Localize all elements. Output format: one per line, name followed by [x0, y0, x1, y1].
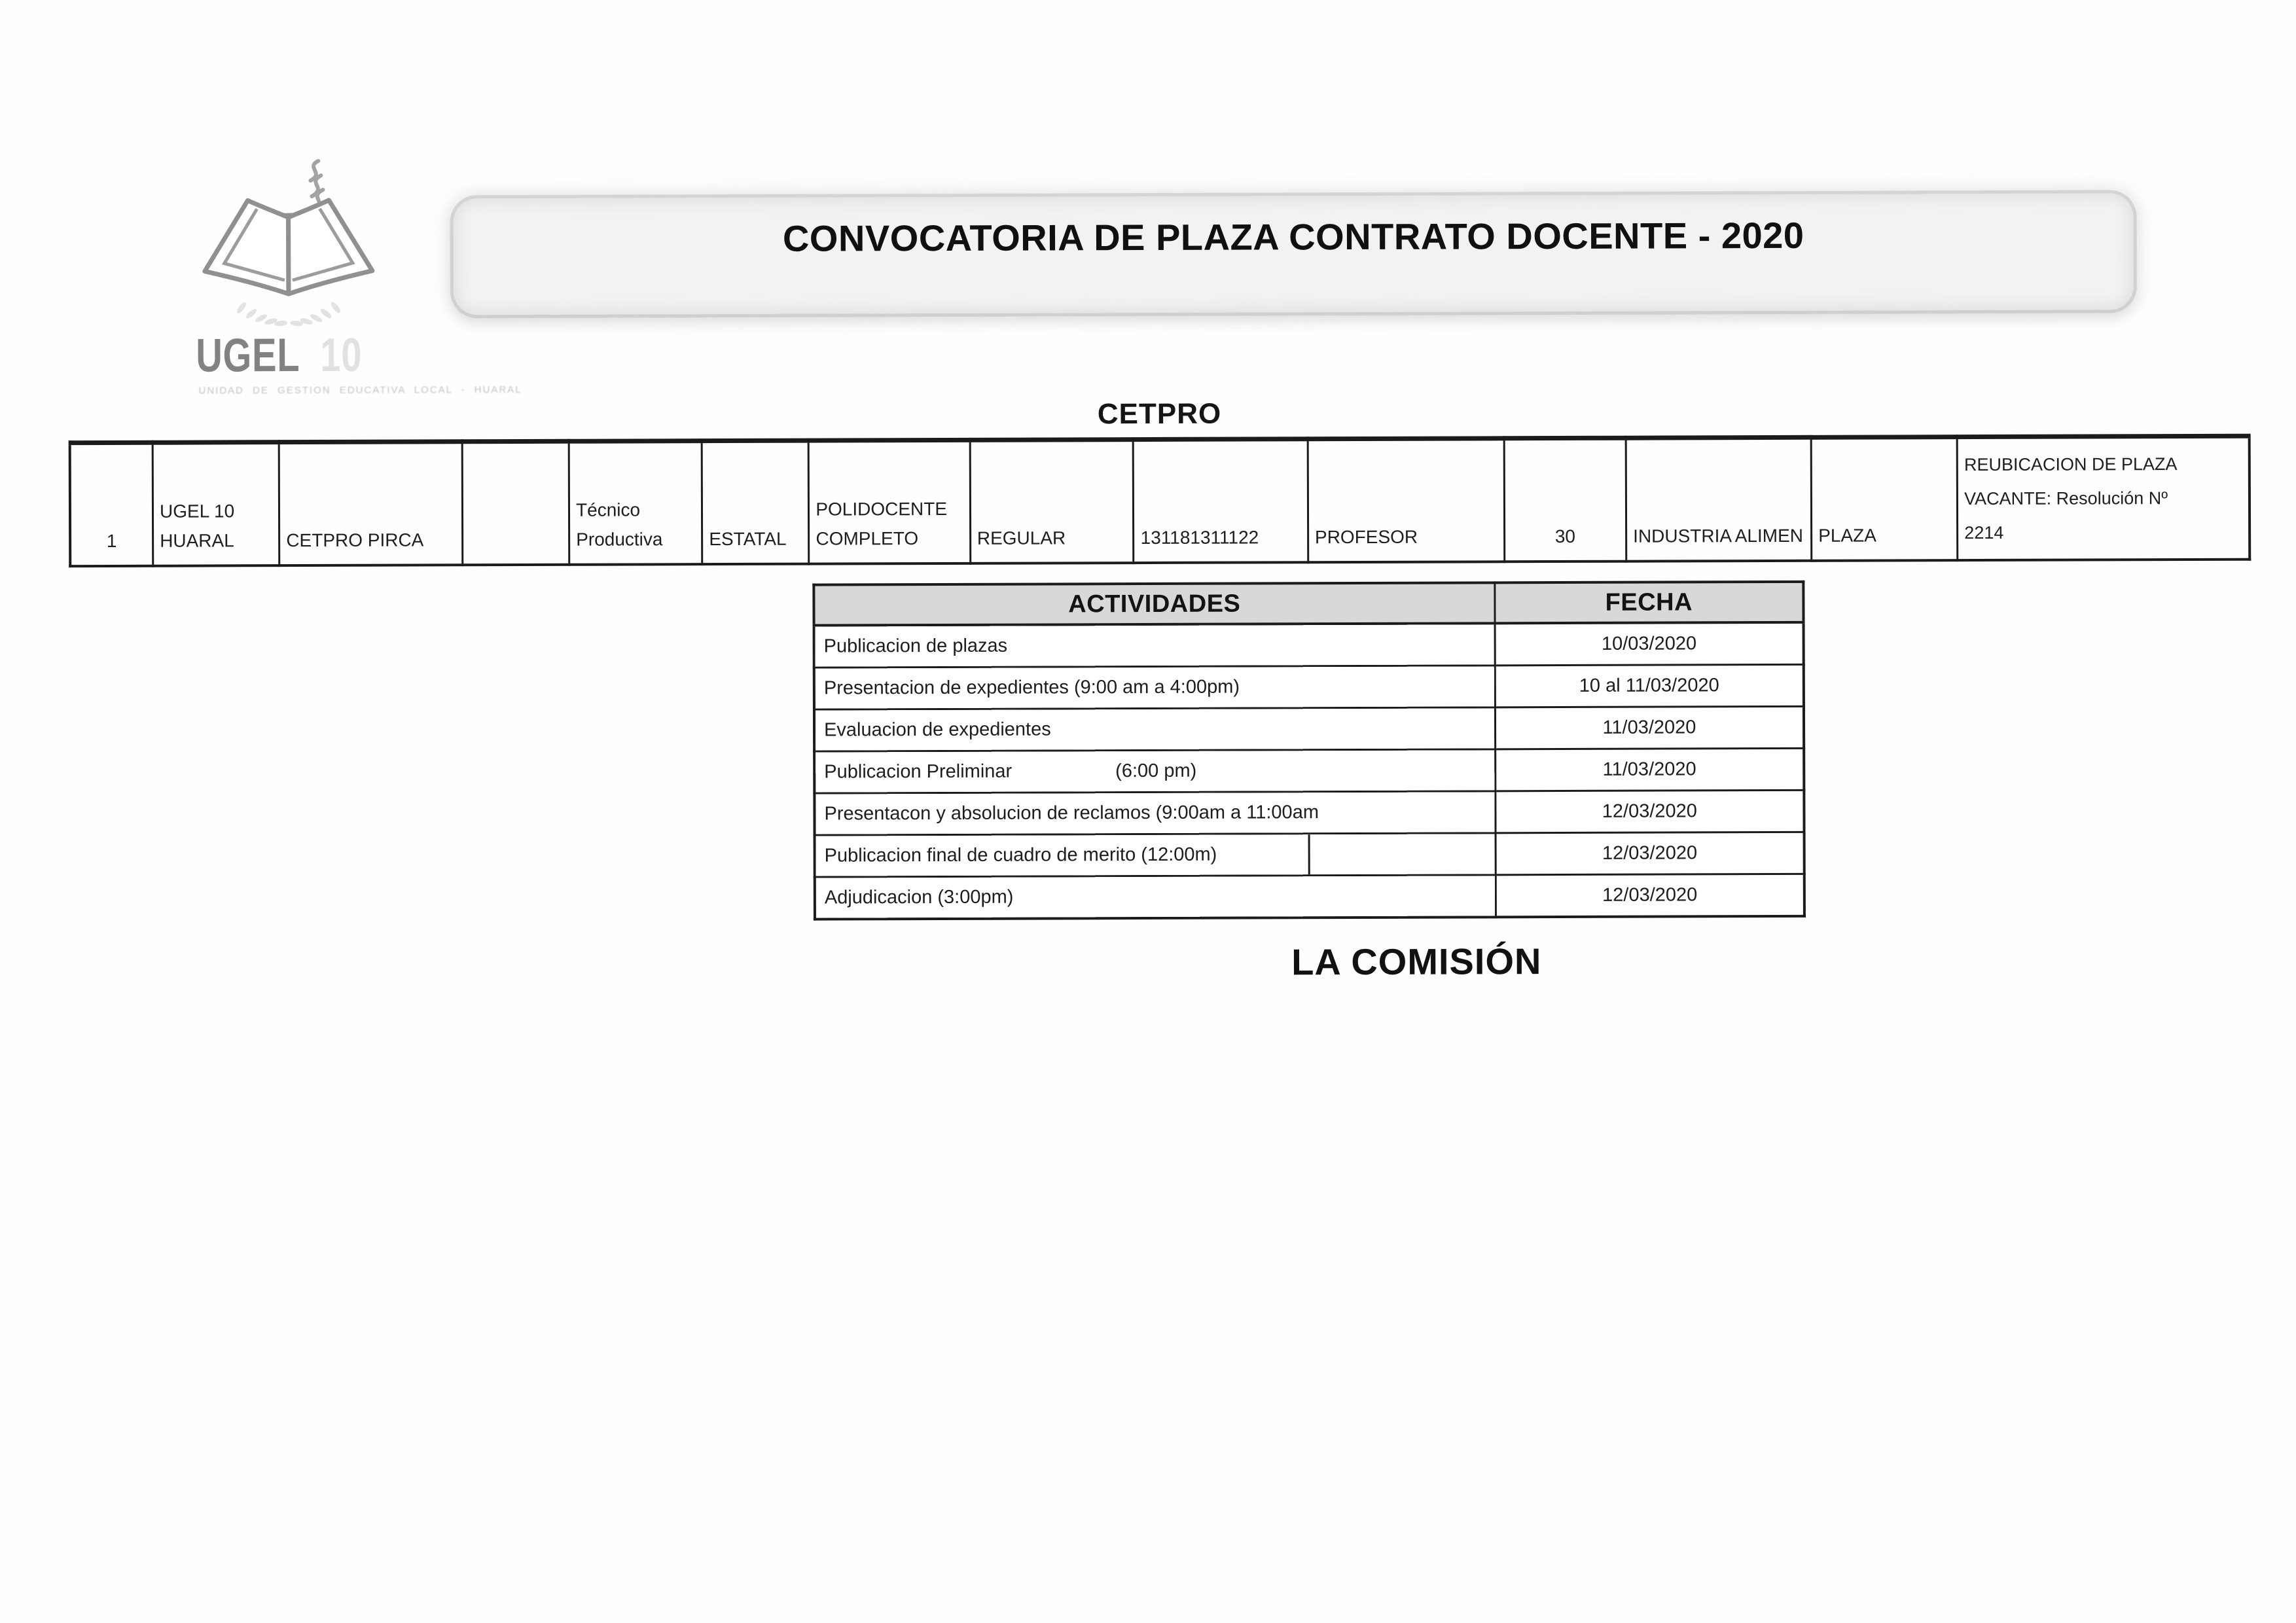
cell-code: 131181311122 — [1134, 439, 1308, 563]
activity-row — [814, 622, 1804, 668]
signature-la-comision: LA COMISIÓN — [1291, 940, 1542, 983]
date-cell: 12/03/2020 — [1496, 874, 1804, 917]
book-torch-icon — [190, 158, 387, 328]
activities-table — [812, 580, 1806, 921]
cell-modality: Técnico Productiva — [569, 441, 702, 565]
position-row — [70, 436, 2250, 566]
cell-divider-line — [1308, 834, 1310, 874]
date-cell: 11/03/2020 — [1495, 748, 1804, 791]
cell-characteristic: POLIDOCENTE COMPLETO — [808, 440, 970, 564]
date-cell: 11/03/2020 — [1495, 706, 1804, 749]
cell-type: ESTATAL — [702, 440, 809, 564]
logo-org-text: UGEL — [196, 329, 300, 382]
activity-row — [814, 748, 1804, 793]
cell-shift: REGULAR — [970, 440, 1134, 564]
document-title: CONVOCATORIA DE PLAZA CONTRATO DOCENTE - 2020 — [782, 214, 1804, 259]
logo-tagline: UNIDAD DE GESTION EDUCATIVA LOCAL - HUARAL — [198, 384, 522, 397]
activity-cell: Presentacon y absolucion de reclamos (9:00am a 11:00am — [814, 791, 1495, 835]
section-heading-cetpro: CETPRO — [1097, 397, 1222, 431]
date-cell: 10/03/2020 — [1495, 622, 1804, 666]
logo-wordmark — [196, 329, 400, 383]
activity-row — [814, 790, 1804, 835]
activity-cell: Publicacion de plazas — [814, 623, 1495, 668]
activities-header-row — [814, 582, 1803, 626]
cell-empty — [462, 441, 569, 565]
date-cell: 12/03/2020 — [1496, 832, 1804, 874]
header-fecha: FECHA — [1495, 582, 1804, 623]
activity-cell: Adjudicacion (3:00pm) — [815, 875, 1496, 919]
positions-table — [69, 434, 2251, 568]
cell-hours: 30 — [1504, 438, 1626, 562]
header-actividades: ACTIVIDADES — [814, 582, 1494, 625]
cell-position: PROFESOR — [1308, 438, 1504, 563]
cell-plaza: PLAZA — [1811, 437, 1958, 562]
activity-row — [814, 664, 1804, 709]
activity-row — [814, 706, 1804, 751]
date-cell: 12/03/2020 — [1496, 790, 1804, 832]
cell-observation: REUBICACION DE PLAZA VACANTE: Resolución Nº 2214 — [1957, 436, 2250, 560]
logo-number-text: 10 — [320, 329, 363, 382]
activity-cell: Presentacion de expedientes (9:00 am a 4:00pm) — [814, 666, 1495, 709]
activity-time: (6:00 pm) — [1115, 760, 1197, 782]
activity-row — [815, 874, 1804, 919]
activity-cell: Evaluacion de expedientes — [814, 707, 1495, 751]
title-banner — [453, 193, 2134, 315]
date-cell: 10 al 11/03/2020 — [1495, 664, 1804, 707]
activity-cell: Publicacion final de cuadro de merito (12:00m) — [815, 833, 1496, 877]
cell-specialty: INDUSTRIA ALIMEN — [1626, 437, 1812, 562]
cell-institution: CETPRO PIRCA — [279, 442, 462, 566]
activity-cell: Publicacion Preliminar (6:00 pm) — [814, 749, 1495, 793]
cell-ugel: UGEL 10 HUARAL — [152, 442, 279, 567]
ugel-logo — [190, 158, 522, 397]
activity-row — [815, 832, 1804, 877]
cell-item-number: 1 — [70, 442, 153, 566]
